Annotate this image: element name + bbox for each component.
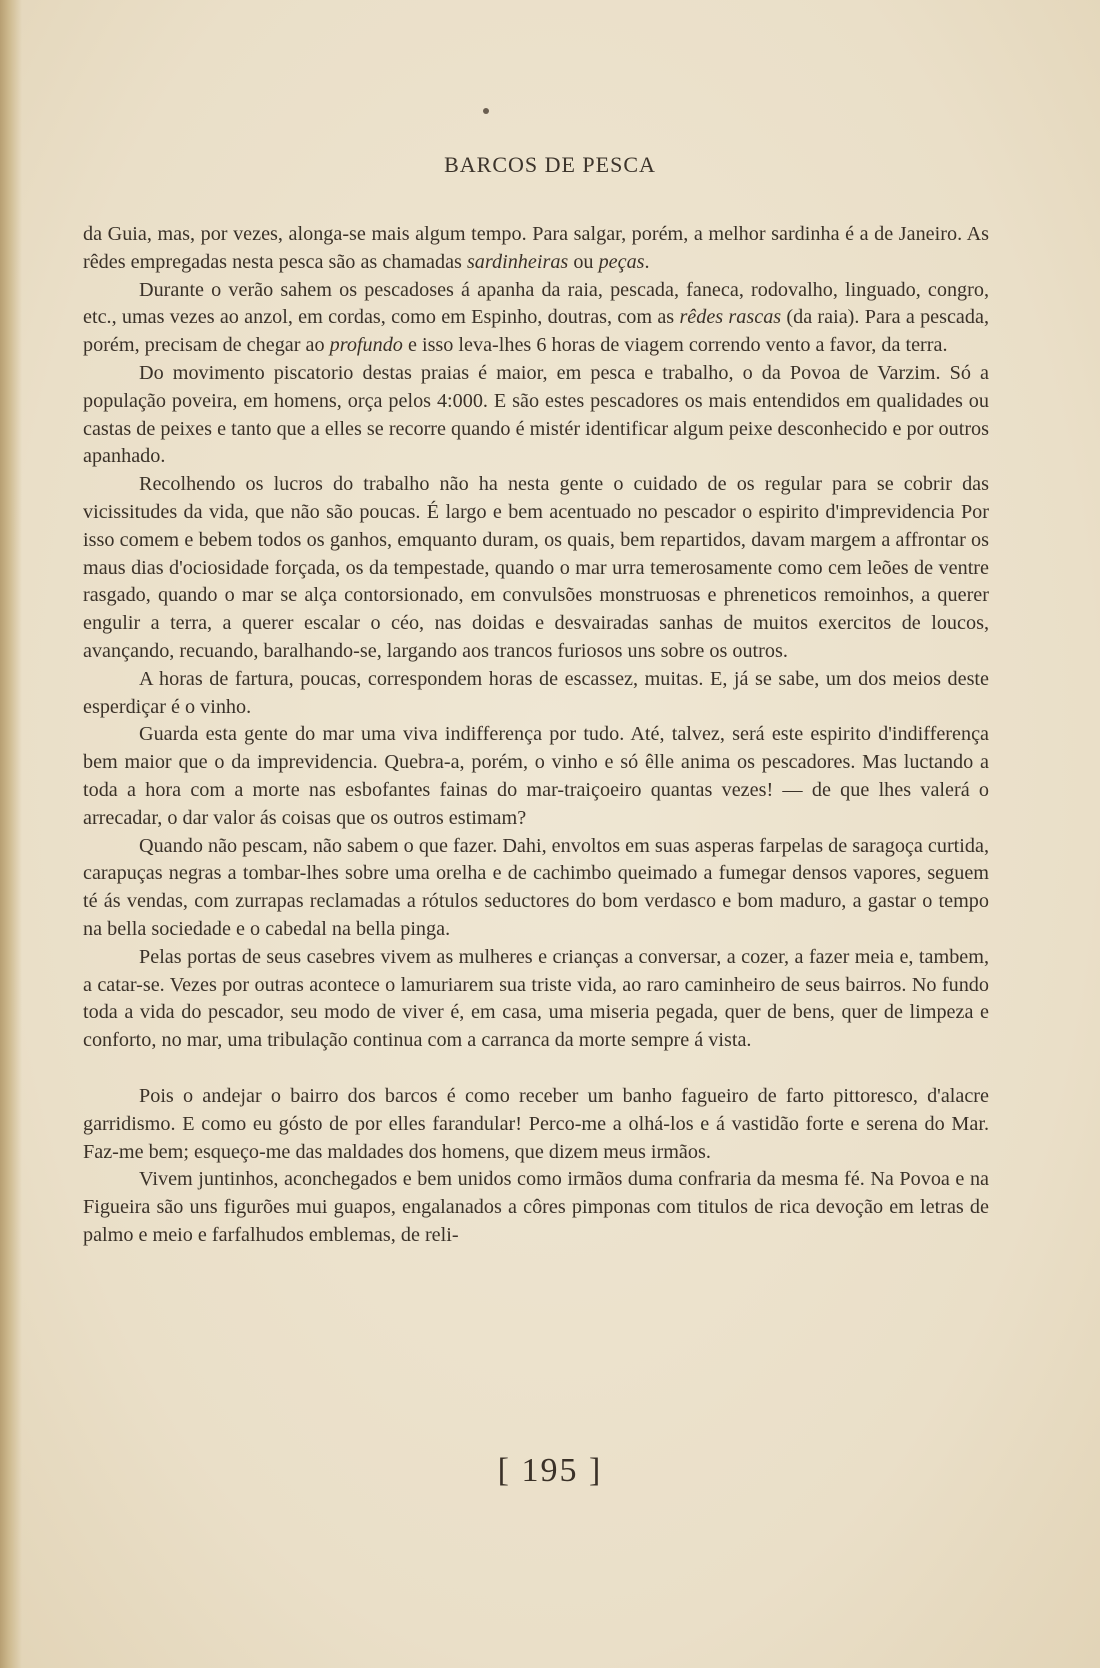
ink-dot [483,108,489,114]
italic-term: profundo [329,334,403,357]
italic-term: sardinheiras [466,250,569,273]
running-head: BARCOS DE PESCA [444,152,656,177]
paragraph: Vivem juntinhos, aconchegados e bem unidos como irmãos duma confraria da mesma fé. Na Povoa e na Figueira são uns figurões mui guapos, engalanados a côres pimponas com titulos de rica devoção em letras de palmo e meio e farfalhudos emblemas, de reli- [83,1168,989,1246]
paragraph: Guarda esta gente do mar uma viva indifferença por tudo. Até, talvez, será este espirito d'indifferença bem maior que o da imprevidencia. Quebra-a, porém, o vinho e só êlle anima os pescadores. Mas luctando a toda a hora com a morte nas esbofantes fainas do mar-traiçoeiro quantas vezes! — de que lhes valerá o arrecadar, o dar valor ás coisas que os outros estimam? [83,723,989,829]
italic-term: peças [598,250,645,273]
paragraph: Durante o verão sahem os pescadoses á apanha da raia, pescada, faneca, rodovalho, linguado, congro, etc., umas vezes ao anzol, em cordas, como em Espinho, doutras, com as rêdes rascas (da raia). Para a pescada, porém, precisam de chegar ao profundo e isso leva-lhes 6 horas de viagem correndo vento a favor, da terra. [83,278,989,357]
paragraph: Quando não pescam, não sabem o que fazer. Dahi, envoltos em suas asperas farpelas de saragoça curtida, carapuças negras a tombar-lhes sobre uma orelha e de cachimbo queimado a fumegar densos vapores, seguem té ás vendas, com zurrapas reclamadas a rótulos seductores do bom verdasco e bom maduro, a gastar o tempo na bella sociedade e o cabedal na bella pinga. [83,834,989,940]
page-number: [ 195 ] [497,1452,603,1489]
body-text [83,221,989,1250]
paragraph: da Guia, mas, por vezes, alonga-se mais algum tempo. Para salgar, porém, a melhor sardinha é a de Janeiro. As rêdes empregadas nesta pesca são as chamadas sardinheiras ou peças. [83,223,989,273]
paragraph: Pelas portas de seus casebres vivem as mulheres e crianças a conversar, a cozer, a fazer meia e, tambem, a catar-se. Vezes por outras acontece o lamuriarem sua triste vida, ao raro caminheiro de seus bairros. No fundo toda a vida do pescador, seu modo de viver é, em casa, uma miseria pegada, quer de bens, quer de limpeza e conforto, no mar, uma tribulação continua com a carranca da morte sempre á vista. [83,945,989,1052]
paragraph: Recolhendo os lucros do trabalho não ha nesta gente o cuidado de os regular para se cobrir das vicissitudes da vida, que não são poucas. É largo e bem acentuado no pescador o espirito d'imprevidencia Por isso comem e bebem todos os ganhos, emquanto duram, os quais, bem repartidos, davam margem a affrontar os maus dias d'ociosidade forçada, os da tempestade, quando o mar urra temerosamente como cem leões de ventre rasgado, quando o mar se alça contorsionado, em convulsões monstruosas e phreneticos remoinhos, a querer engulir a terra, a querer escalar o céo, nas doidas e desvairadas sanhas de muitos exercitos de loucos, avançando, recuando, baralhando-se, largando aos trancos furiosos uns sobre os outros. [83,473,989,662]
italic-term: rêdes rascas [679,306,782,329]
paragraph: A horas de fartura, poucas, correspondem horas de escassez, muitas. E, já se sabe, um dos meios deste esperdiçar é o vinho. [83,667,989,718]
paragraph: Pois o andejar o bairro dos barcos é como receber um banho fagueiro de farto pittoresco, d'alacre garridismo. E como eu gósto de por elles farandular! Perco-me a olhá-los e á vastidão forte e serena do Mar. Faz-me bem; esqueço-me das maldades dos homens, que dizem meus irmãos. [83,1084,989,1163]
paragraph: Do movimento piscatorio destas praias é maior, em pesca e trabalho, o da Povoa de Varzim. Só a população poveira, em homens, orça pelos 4:000. E são estes pescadores os mais entendidos em qualidades ou castas de peixes e tanto que a elles se recorre quando é mistér identificar algum peixe desconhecido e por outros apanhado. [83,361,989,468]
binding-shadow [0,0,22,1668]
